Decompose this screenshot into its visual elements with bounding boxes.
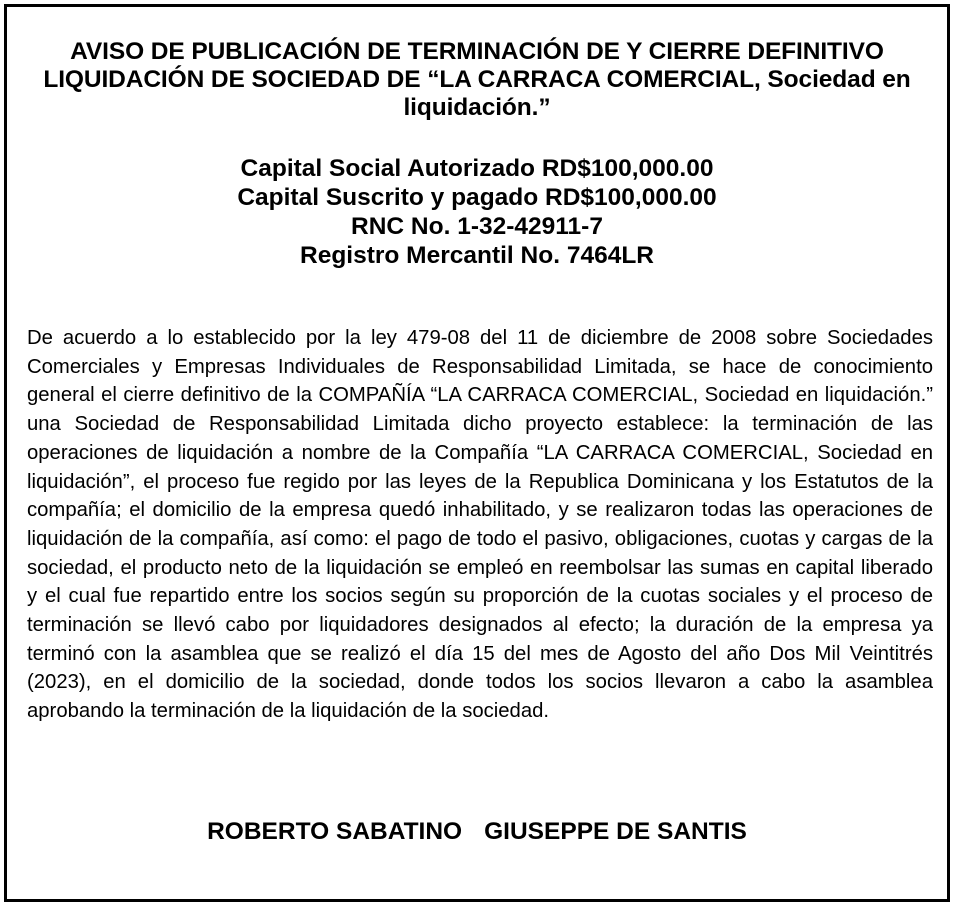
signatory-name: GIUSEPPE DE SANTIS xyxy=(484,818,747,845)
notice-title: AVISO DE PUBLICACIÓN DE TERMINACIÓN DE Y CIERRE DEFINITIVO LIQUIDACIÓN DE SOCIEDAD DE “LA CARRACA COMERCIAL, Sociedad en liquidación.” xyxy=(43,38,911,121)
notice-body: De acuerdo a lo establecido por la ley 479-08 del 11 de diciembre de 2008 sobre Sociedades Comerciales y Empresas Individuales de Responsabilidad Limitada, se hace de conocimiento general el cierre definitivo de la COMPAÑÍA “LA CARRACA COMERCIAL, Sociedad en liquidación.” una Sociedad de Responsabilidad Limitada dicho proyecto establece: la terminación de las operaciones de liquidación a nombre de la Compañía “LA CARRACA COMERCIAL, Sociedad en liquidación”, el proceso fue regido por las leyes de la Republica Dominicana y los Estatutos de la compañía; el domicilio de la empresa quedó inhabilitado, y se realizaron todas las operaciones de liquidación de la compañía, así como: el pago de todo el pasivo, obligaciones, cuotas y cargas de la sociedad, el producto neto de la liquidación se empleó en reembolsar las sumas en capital liberado y el cual fue repartido entre los socios según su proporción de la cuotas sociales y el proceso de terminación se llevó cabo por liquidadores designados al efecto; la duración de la empresa ya terminó con la asamblea que se realizó el día 15 del mes de Agosto del año Dos Mil Veintitrés (2023), en el domicilio de la sociedad, donde todos los socios llevaron a cabo la asamblea aprobando la terminación de la liquidación de la sociedad. xyxy=(27,327,933,723)
registro-mercantil: Registro Mercantil No. 7464LR xyxy=(300,242,654,269)
notice-frame xyxy=(4,4,950,902)
signatories xyxy=(7,817,947,847)
signatory-name: ROBERTO SABATINO xyxy=(207,818,463,845)
capital-autorizado: Capital Social Autorizado RD$100,000.00 xyxy=(240,155,714,182)
capital-suscrito: Capital Suscrito y pagado RD$100,000.00 xyxy=(237,184,717,211)
company-details xyxy=(27,154,927,270)
rnc-number: RNC No. 1-32-42911-7 xyxy=(351,213,603,240)
